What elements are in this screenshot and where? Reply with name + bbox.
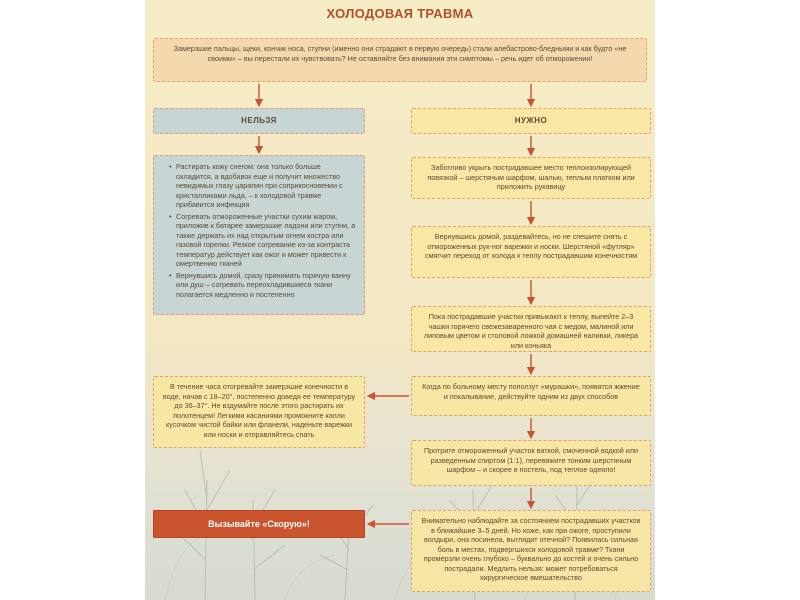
do-header-label: НУЖНО: [514, 115, 548, 125]
poster: [145, 0, 655, 600]
dont-item: • Согревать отмороженные участки сухим жаром, приложив к батарее замерзшие ладони или ступни, а также держать их над открытым огнем костра или газовой горелки. Резкое согревание из-за контраста температур действует как ожог и может привести к омертвению тканей: [176, 212, 356, 269]
do-step-4-text: Когда по больному месту поползут «мурашки», появятся жжение и покалывание, действуйте одним из двух способов: [422, 382, 640, 401]
flow-arrows: [145, 0, 655, 600]
do-step-3-text: Пока пострадавшие участки привыкают к теплу, выпейте 2–3 чашки горячего свежезаваренного чая с медом, малиной или липовым цветом и столовой ложкой домашней наливки, ликера или коньяка: [423, 312, 639, 350]
alt-method-text: В течение часа отогревайте замерзшие конечности в воде, начав с 18–20°, постепенно доведя ее температуру до 36–37°. Не вздумайте после этого растирать их полотенцем! Легкими касаниями промокните капли кусочком чистой байки или фланели, наденьте варежки или носки и отправляйтесь спать: [162, 382, 356, 439]
page-title: ХОЛОДОВАЯ ТРАВМА: [326, 6, 474, 21]
intro-text: Замерзшие пальцы, щеки, кончик носа, ступни (именно они страдают в первую очередь) стали алебастрово-бледными и как будто «не своими» – вы перестали их чувствовать? Не оставляйте без внимания эти симптомы – речь идет об отморожении!: [173, 44, 627, 63]
dont-header-label: НЕЛЬЗЯ: [241, 115, 277, 125]
do-step-1-text: Заботливо укрыть пострадавшее место теплоизолирующей повязкой – шерстяным шарфом, шалью, теплым платком или приложить рукавицу: [427, 163, 635, 191]
call-ambulance-label: Вызывайте «Скорую»!: [208, 519, 310, 529]
dont-item: • Растирать кожу снегом: она только больше охладится, а вдобавок еще и получит множество невидимых глазу царапин при соприкосновении с кристалликами льда, – к холодовой травме прибавится инфекция: [176, 162, 356, 210]
do-step-2-text: Вернувшись домой, раздевайтесь, но не спешите снять с отмороженных рук-ног варежки и носки. Шерстяной «футляр» смягчит переход от холода к теплу пострадавшим конечностям: [424, 232, 638, 260]
do-step-6-text: Внимательно наблюдайте за состоянием пострадавших участков в ближайшие 3–5 дней. Но коже, как при ожоге, проступили волдыри, она посинела, выглядит отечной? Появилась сильная боль в местах, подвергшихся холодовой травме? Ткани промерзли очень глубоко – буквально до костей и очень сильно пострадали. Медлить нельзя: может потребоваться хирургическое вмешательство: [421, 516, 641, 582]
dont-item: • Вернувшись домой, сразу принимать горячую ванну или душ – согревать переохладившиеся ткани полагается медленно и постепенно: [176, 271, 356, 300]
do-step-5-text: Протрите отмороженный участок ваткой, смоченной водкой или разведенным спиртом (1:1), перевяжите тонким шерстяным шарфом – и скорее в постель, под теплое одеяло!: [423, 446, 639, 474]
